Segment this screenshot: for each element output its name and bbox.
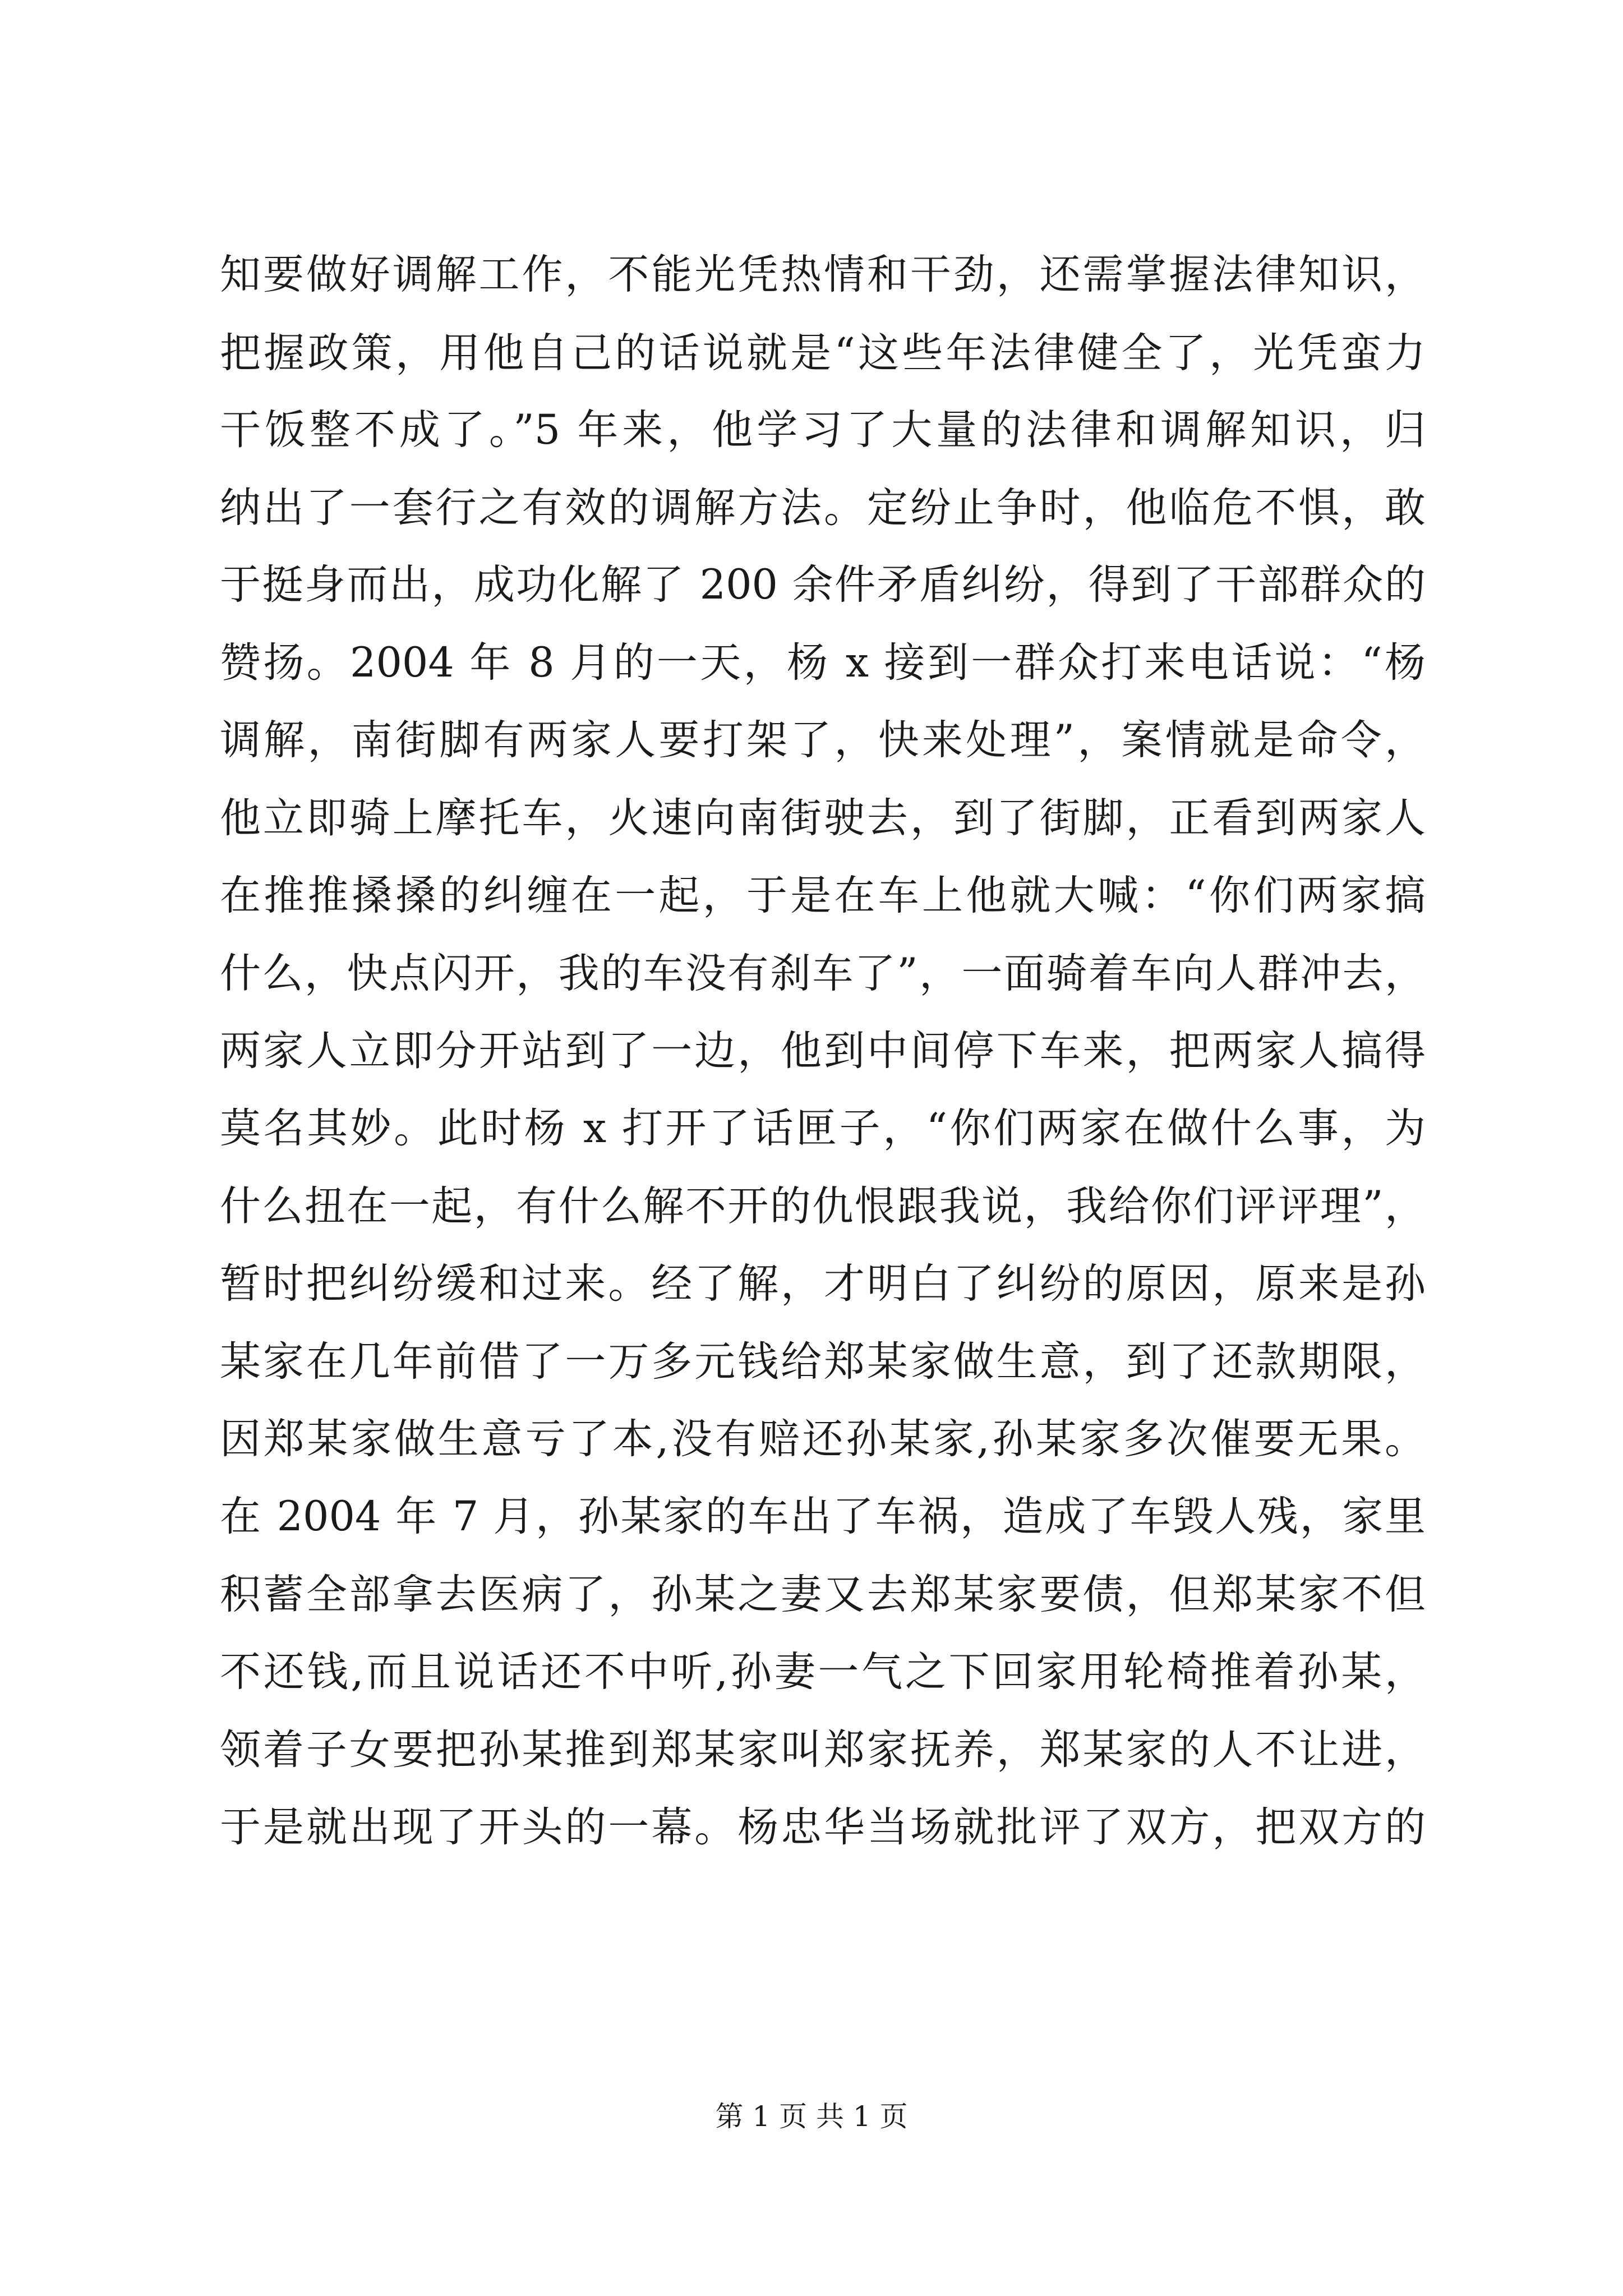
body-text-line: 于是就出现了开头的一幕。杨忠华当场就批评了双方，把双方的 xyxy=(220,1803,1426,1851)
body-text-line: 莫名其妙。此时杨 x 打开了话匣子，“你们两家在做什么事，为 xyxy=(220,1105,1426,1152)
body-text-line: 什么扭在一起，有什么解不开的仇恨跟我说，我给你们评评理”， xyxy=(220,1182,1426,1230)
body-text-line: 在 2004 年 7 月，孙某家的车出了车祸，造成了车毁人残，家里 xyxy=(220,1493,1426,1540)
body-text-line: 在推推搡搡的纠缠在一起，于是在车上他就大喊：“你们两家搞 xyxy=(220,872,1426,919)
page-footer xyxy=(0,2097,1623,2136)
body-text-line: 什么，快点闪开，我的车没有刹车了”，一面骑着车向人群冲去， xyxy=(220,950,1426,997)
body-text-line: 两家人立即分开站到了一边，他到中间停下车来，把两家人搞得 xyxy=(220,1027,1426,1075)
body-text-line: 赞扬。2004 年 8 月的一天，杨 x 接到一群众打来电话说：“杨 xyxy=(220,639,1426,687)
body-text-line: 把握政策，用他自己的话说就是“这些年法律健全了，光凭蛮力 xyxy=(220,329,1426,377)
body-text-line: 干饭整不成了。”5 年来，他学习了大量的法律和调解知识，归 xyxy=(220,406,1426,454)
body-text-line: 某家在几年前借了一万多元钱给郑某家做生意，到了还款期限， xyxy=(220,1338,1426,1386)
body-text-line: 知要做好调解工作，不能光凭热情和干劲，还需掌握法律知识， xyxy=(220,251,1426,298)
body-text-line: 纳出了一套行之有效的调解方法。定纷止争时，他临危不惧，敢 xyxy=(220,484,1426,532)
body-text-line: 因郑某家做生意亏了本,没有赔还孙某家,孙某家多次催要无果。 xyxy=(220,1415,1426,1463)
body-text-line: 暂时把纠纷缓和过来。经了解，才明白了纠纷的原因，原来是孙 xyxy=(220,1260,1426,1308)
body-text-line: 于挺身而出，成功化解了 200 余件矛盾纠纷，得到了干部群众的 xyxy=(220,561,1426,609)
body-text-line: 他立即骑上摩托车，火速向南街驶去，到了街脚，正看到两家人 xyxy=(220,794,1426,842)
page-number-label: 第 1 页 共 1 页 xyxy=(715,2100,908,2133)
body-text-line: 领着子女要把孙某推到郑某家叫郑家抚养，郑某家的人不让进， xyxy=(220,1726,1426,1774)
body-text-line: 调解，南街脚有两家人要打架了，快来处理”，案情就是命令， xyxy=(220,716,1426,764)
body-text-line: 积蓄全部拿去医病了，孙某之妻又去郑某家要债，但郑某家不但 xyxy=(220,1571,1426,1618)
body-text-line: 不还钱,而且说话还不中听,孙妻一气之下回家用轮椅推着孙某， xyxy=(220,1648,1426,1696)
